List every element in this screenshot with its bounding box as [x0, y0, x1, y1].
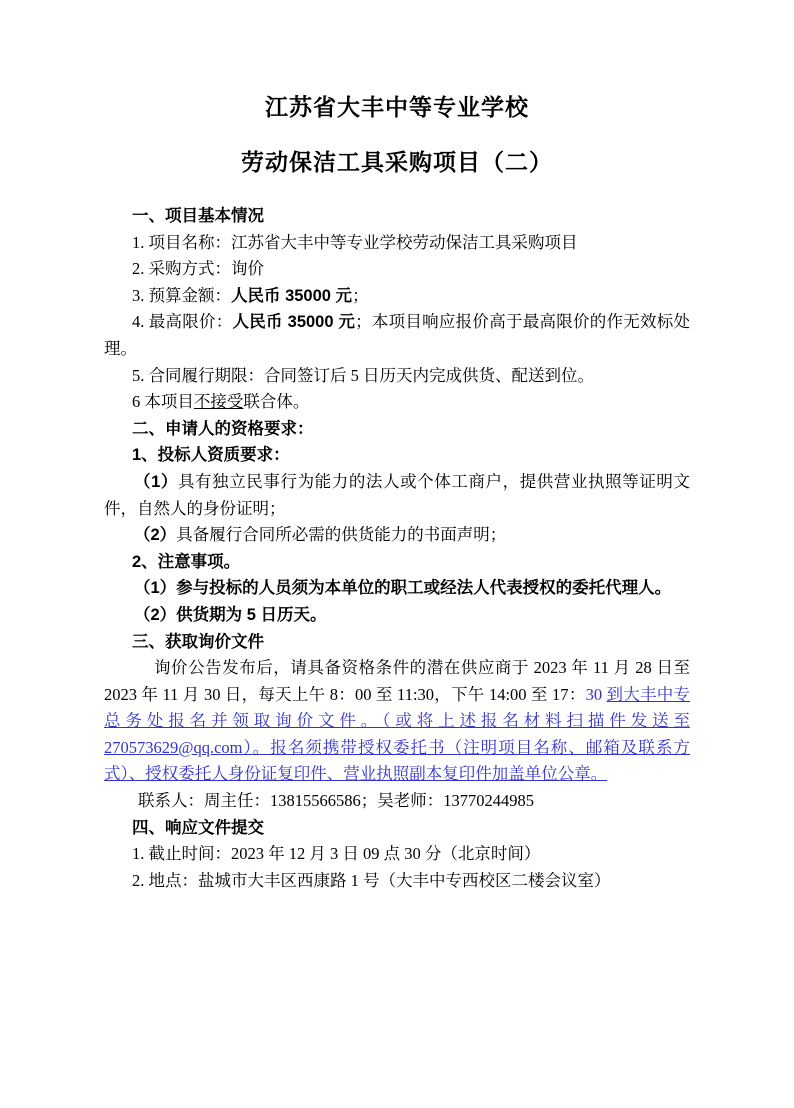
- para-qualification-1: [104, 469, 690, 522]
- text-run: 2、注意事项。: [132, 552, 241, 571]
- document-subtitle: 劳动保洁工具采购项目（二）: [241, 149, 553, 175]
- note-1: [104, 575, 690, 602]
- subheading-bidder-qualification: [104, 442, 690, 469]
- text-run: 三、获取询价文件: [132, 632, 264, 651]
- item-max-price: [104, 309, 690, 362]
- item-location: [104, 868, 690, 895]
- item-project-name: [104, 230, 690, 257]
- heading-section-3: [104, 629, 690, 656]
- heading-section-2: [104, 416, 690, 443]
- para-qualification-2: [104, 522, 690, 549]
- document-title: 江苏省大丰中等专业学校: [265, 94, 529, 120]
- text-run: 四、响应文件提交: [132, 818, 264, 837]
- text-run: ；: [352, 285, 369, 305]
- text-run: （1）参与投标的人员须为本单位的职工或经法人代表授权的委托代理人。: [134, 579, 672, 598]
- text-run: 不接受: [193, 392, 244, 412]
- text-run: 询价公告发布后，请具备资格条件的潜在供应商于 2023 年 11 月 28 日至 2023 年 11 月 30 日，每天上午 8：00 至 11:30，下午 14:00 至 17：: [104, 658, 690, 704]
- text-run: 1、投标人资质要求：: [132, 446, 290, 465]
- item-contract-period: [104, 363, 690, 390]
- heading-section-1: [104, 203, 690, 230]
- text-run: 具有独立民事行为能力的法人或个体工商户，提供营业执照等证明文件，自然人的身份证明；: [104, 471, 691, 518]
- text-run: 2. 地点：盐城市大丰区西康路 1 号（大丰中专西校区二楼会议室）: [132, 870, 611, 890]
- text-run: 5. 合同履行期限：合同签订后 5 日历天内完成供货、配送到位。: [132, 365, 594, 385]
- text-run: 联合体。: [243, 392, 310, 412]
- text-run: （2）供货期为 5 日历天。: [134, 605, 327, 624]
- text-run: 具备履行合同所必需的供货能力的书面声明；: [176, 525, 507, 545]
- document-body: [104, 203, 690, 894]
- text-run: 人民币 35000 元: [232, 313, 356, 332]
- item-budget: [104, 283, 690, 310]
- item-procurement-method: [104, 256, 690, 283]
- registration-time-link-text[interactable]: 30: [585, 684, 607, 704]
- text-run: 2. 采购方式：询价: [132, 259, 264, 279]
- heading-section-4: [104, 815, 690, 842]
- text-run: 联系人：周主任：13815566586；吴老师：13770244985: [138, 791, 534, 811]
- item-no-consortium: [104, 389, 690, 416]
- text-run: 4. 最高限价：: [132, 312, 233, 332]
- text-run: 人民币 35000 元: [231, 286, 353, 305]
- text-run: （1）: [134, 472, 178, 491]
- subheading-notes: [104, 549, 690, 576]
- text-run: 3. 预算金额：: [132, 285, 231, 305]
- text-run: 6 本项目: [132, 392, 194, 412]
- text-run: 1. 截止时间：2023 年 12 月 3 日 09 点 30 分（北京时间）: [132, 844, 541, 864]
- text-run: 二、申请人的资格要求：: [132, 419, 314, 438]
- item-deadline: [104, 841, 690, 868]
- text-run: （2）: [134, 526, 177, 545]
- note-2: [104, 602, 690, 629]
- text-run: 1. 项目名称：江苏省大丰中等专业学校劳动保洁工具采购项目: [132, 232, 578, 252]
- registration-instructions-link-text[interactable]: 到大丰中专总务处报名并领取询价文件。（或将上述报名材料扫描件发送至 270573629@qq.com）。报名须携带授权委托书（注明项目名称、邮箱及联系方式）、授权委托人身份证复印件、营业执照副本复印件加盖单位公章。: [104, 684, 691, 784]
- text-run: 一、项目基本情况: [132, 207, 264, 225]
- contact-line: [104, 788, 690, 815]
- text-run: ；本项目响应报价高于最高限价的作无效标处理。: [104, 312, 691, 358]
- para-obtain-inquiry-documents: [104, 655, 690, 788]
